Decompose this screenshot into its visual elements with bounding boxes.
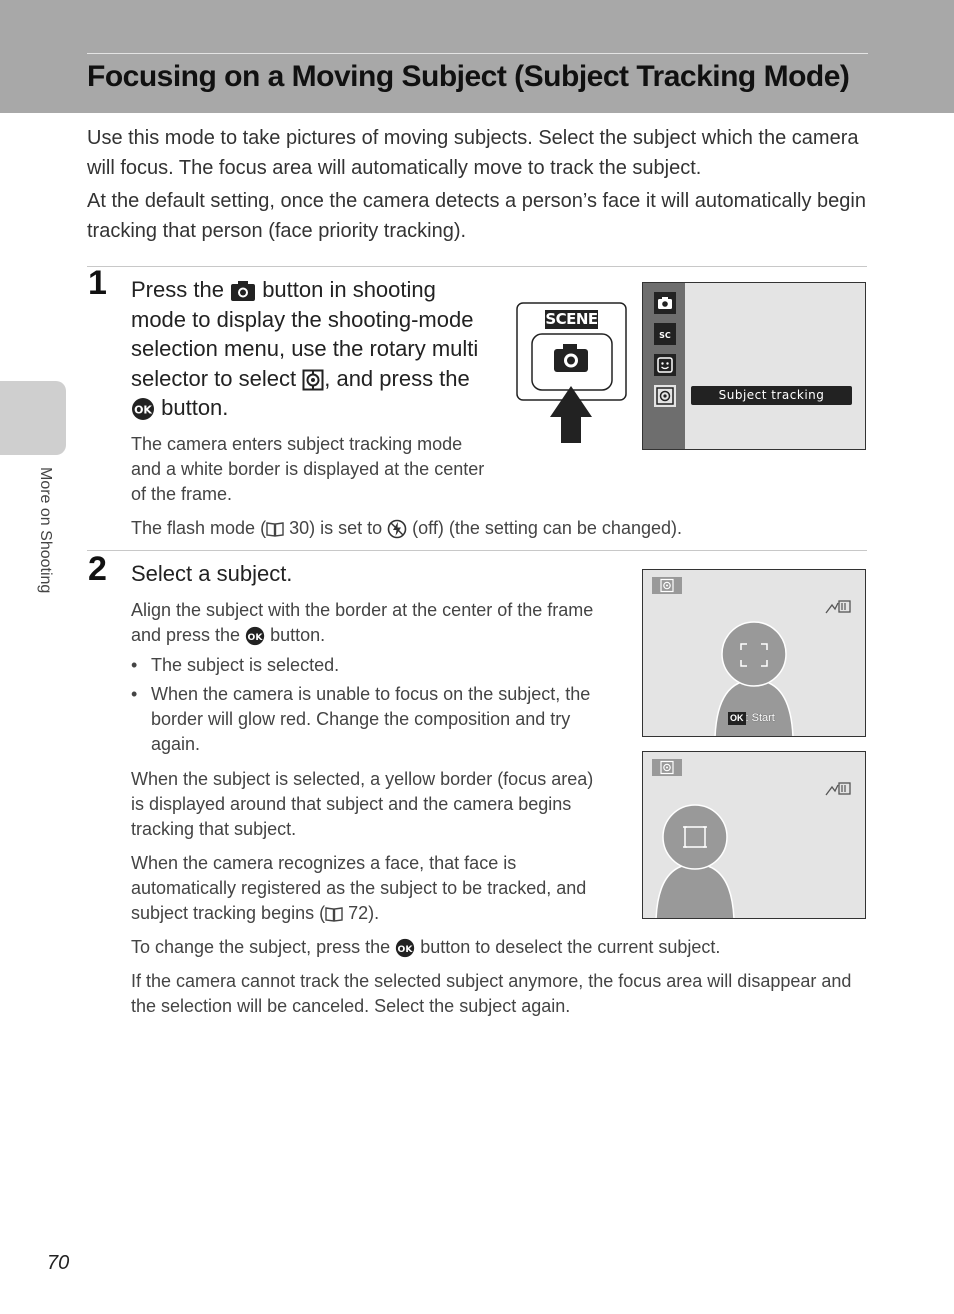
scene-mode-icon (654, 323, 676, 345)
flash-note-ref: 30) is set to (289, 518, 383, 538)
svg-text:SC: SC (659, 331, 671, 340)
step-2-p4b: button to deselect the current subject. (420, 937, 721, 957)
page-title: Focusing on a Moving Subject (Subject Tracking Mode) (87, 60, 850, 93)
lcd-tracking-screen (642, 751, 866, 919)
step-1-number: 1 (88, 264, 107, 302)
step-2-paragraph-2: When the subject is selected, a yellow border (focus area) is displayed around that subject and the camera begins tracking that subject. (131, 769, 594, 839)
header-rule (87, 53, 868, 54)
divider-step1 (87, 266, 867, 267)
book-reference-icon (325, 906, 343, 922)
camera-icon (230, 280, 256, 302)
step-2-paragraph-5: If the camera cannot track the selected subject anymore, the focus area will disappear and the selection will be canceled. Select the subject again. (131, 971, 852, 1016)
section-tab (0, 381, 66, 455)
step-1-head-d: and press the (336, 365, 470, 391)
subject-tracking-menu-icon (654, 385, 676, 407)
ok-button-icon (245, 626, 265, 646)
step-2-number: 2 (88, 550, 107, 588)
start-hint-label: : Start (745, 712, 775, 724)
step-2-paragraph-3 (131, 851, 611, 926)
section-label: More on Shooting (37, 467, 54, 594)
svg-text:OK: OK (247, 632, 263, 643)
header-band (0, 0, 954, 113)
tracked-subject-silhouette (643, 752, 865, 918)
step-2-p3b: 72). (348, 903, 380, 923)
step-1-head-e: button. (161, 395, 229, 420)
flash-off-icon (387, 519, 407, 539)
step-2-heading: Select a subject. (131, 561, 293, 586)
step-2-p4a: To change the subject, press the (131, 937, 391, 957)
divider-step2 (87, 550, 867, 551)
step-1-head-a: Press the (131, 277, 224, 302)
step-2-paragraph-4 (131, 935, 871, 960)
svg-text:OK: OK (397, 944, 413, 955)
step-2-p1a: Align the subject with the border at the center of the frame and press the (131, 600, 594, 645)
ok-button-icon (131, 397, 155, 421)
step-2-p1b: button. (270, 625, 326, 645)
flash-note-b: (off) (the setting can be changed). (412, 518, 682, 538)
book-reference-icon (266, 521, 284, 537)
bullet-dot: • (131, 684, 138, 704)
ok-hint-badge: OK (730, 713, 744, 723)
menu-subject-tracking-item[interactable]: Subject tracking (691, 386, 852, 405)
lcd-select-subject-screen (642, 569, 866, 737)
ok-start-hint (728, 712, 775, 726)
ok-button-icon (395, 938, 415, 958)
intro-paragraph-2: At the default setting, once the camera detects a person’s face it will automatically begin tracking that person (face priority tracking). (87, 190, 866, 242)
bullet-item (131, 653, 611, 678)
flash-note-a: The flash mode ( (131, 518, 267, 538)
step-1-description: The camera enters subject tracking mode and a white border is displayed at the center of the frame. (131, 434, 485, 504)
svg-text:OK: OK (134, 403, 152, 417)
bullet-item (131, 682, 611, 757)
bullet-text: When the camera is unable to focus on the subject, the border will glow red. Change the composition and try again. (151, 684, 591, 754)
step-1-head-c: , (324, 365, 331, 391)
step-2-paragraph-1 (131, 598, 601, 648)
step-1-head-b: button in shooting mode to display the shooting-mode selection menu, use the rotary multi selector to select (131, 277, 479, 391)
bullet-dot: • (131, 655, 138, 675)
intro-paragraph-1: Use this mode to take pictures of moving subjects. Select the subject which the camera will focus. The focus area will automatically move to track the subject. (87, 127, 859, 179)
step-1-flash-note (131, 516, 871, 541)
subject-tracking-icon (302, 369, 324, 391)
page-number: 70 (47, 1252, 70, 1274)
scene-label: SCENE (545, 310, 598, 328)
auto-mode-icon (654, 292, 676, 314)
smart-portrait-icon (654, 354, 676, 376)
lcd-menu-screen (642, 282, 866, 450)
bullet-text: The subject is selected. (151, 655, 340, 675)
step-1-instruction (131, 275, 481, 423)
step-2-p3a: When the camera recognizes a face, that face is automatically registered as the subject to be tracked, and subject tracking begins ( (131, 853, 587, 923)
